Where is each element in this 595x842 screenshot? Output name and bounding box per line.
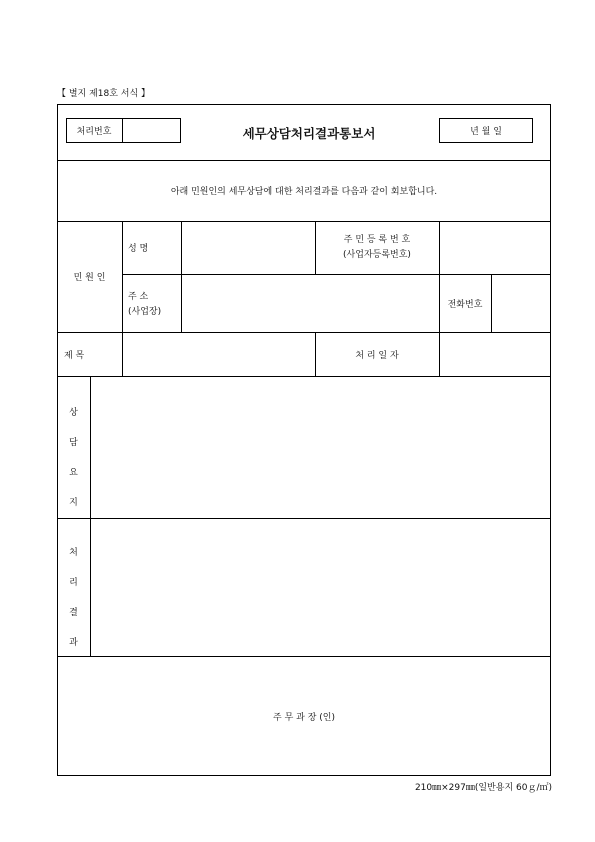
phone-label: 전화번호 — [447, 299, 483, 310]
rrn-label-line2: (사업자등록번호) — [343, 250, 411, 260]
consult-char-3: 요 — [69, 468, 78, 478]
processing-result-field[interactable] — [91, 519, 550, 655]
date-label: 년 월 일 — [470, 127, 502, 137]
name-field[interactable] — [182, 222, 314, 273]
address-label-line1: 주 소 — [128, 292, 149, 302]
consult-char-1: 상 — [69, 408, 78, 418]
paper-spec: 210㎜×297㎜(일반용지 60ｇ/㎡) — [414, 783, 552, 793]
result-char-1: 처 — [69, 548, 78, 558]
result-char-4: 과 — [69, 638, 78, 648]
processing-number-label: 처리번호 — [76, 127, 112, 137]
name-label: 성 명 — [128, 244, 149, 254]
form-title: 세무상담처리결과통보서 — [242, 126, 376, 141]
consult-char-4: 지 — [69, 498, 78, 508]
processing-result-label — [57, 538, 90, 658]
phone-field[interactable] — [492, 275, 550, 331]
address-label — [128, 290, 178, 320]
consultation-summary-label — [57, 398, 90, 518]
form-reference: 【 별지 제18호 서식 】 — [57, 89, 151, 99]
consult-char-2: 담 — [69, 438, 78, 448]
subject-field[interactable] — [123, 333, 314, 375]
processing-number-field[interactable] — [123, 118, 180, 143]
intro-text: 아래 민원인의 세무상담에 대한 처리결과를 다음과 같이 회보합니다. — [170, 187, 438, 197]
rrn-label-line1: 주 민 등 록 번 호 — [343, 235, 411, 245]
consultation-summary-field[interactable] — [91, 377, 550, 517]
processed-date-label: 처 리 일 자 — [355, 350, 399, 361]
address-label-line2: (사업장) — [128, 307, 162, 317]
rrn-field[interactable] — [440, 222, 550, 273]
signature-line: 주 무 과 장 (인) — [273, 712, 335, 723]
result-char-2: 리 — [69, 578, 78, 588]
subject-label: 제 목 — [64, 350, 85, 361]
rrn-label — [315, 233, 439, 265]
result-char-3: 결 — [69, 608, 78, 618]
applicant-label: 민 원 인 — [73, 273, 106, 283]
address-field[interactable] — [182, 275, 438, 331]
processed-date-field[interactable] — [440, 333, 550, 375]
